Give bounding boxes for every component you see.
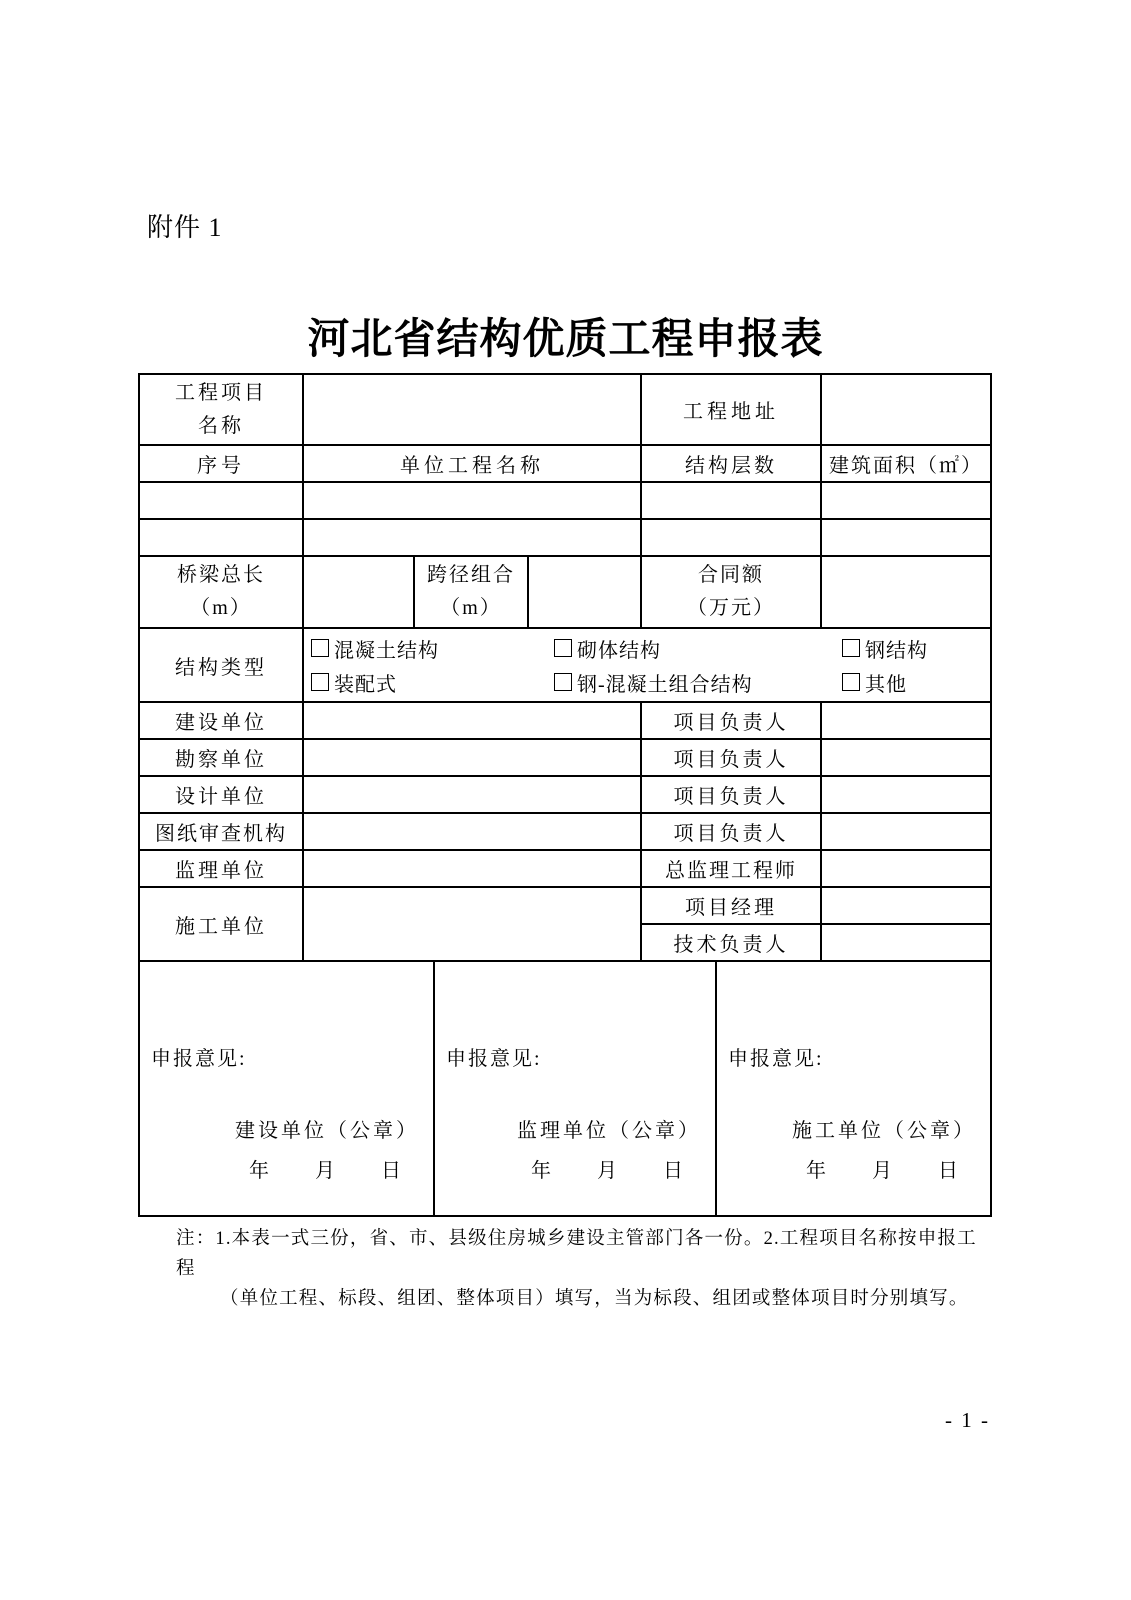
checkbox-icon (311, 639, 329, 657)
structure-option (554, 634, 842, 663)
opinion-cell (716, 961, 991, 1216)
opinion-label: 申报意见: (446, 1048, 542, 1070)
unit-label: 图纸审查机构 (139, 813, 303, 850)
project-name-value-cell (303, 374, 641, 445)
person-value-cell (821, 702, 991, 739)
page-number: - 1 - (945, 1408, 990, 1432)
unit-row (139, 739, 991, 776)
checkbox-icon (311, 673, 329, 691)
project-name-label: 工程项目 名称 (139, 374, 303, 445)
unit-value-cell (303, 776, 641, 813)
signature-label: 监理单位（公章） (517, 1120, 701, 1142)
project-manager-label: 项目经理 (641, 887, 821, 924)
person-label: 项目负责人 (641, 702, 821, 739)
note-line-1: 注：1.本表一式三份，省、市、县级住房城乡建设主管部门各一份。2.工程项目名称按申报工程 (176, 1229, 977, 1279)
unit-label: 建设单位 (139, 702, 303, 739)
construction-row (139, 887, 991, 924)
unit-name-header: 单位工程名称 (303, 445, 641, 482)
unit-label: 监理单位 (139, 850, 303, 887)
span-combination-value-cell (528, 556, 641, 628)
application-form-table (138, 373, 992, 1217)
date-label: 年 月 日 (249, 1160, 403, 1182)
unit-label: 设计单位 (139, 776, 303, 813)
contract-amount-value-cell (821, 556, 991, 628)
page-title: 河北省结构优质工程申报表 (307, 317, 824, 363)
data-row-2 (139, 519, 991, 556)
unit-row (139, 776, 991, 813)
opinion-cell (434, 961, 716, 1216)
unit-value-cell (303, 813, 641, 850)
structure-option (842, 668, 907, 697)
serial-cell (139, 519, 303, 556)
person-label: 项目负责人 (641, 813, 821, 850)
bridge-row (139, 556, 991, 628)
floors-cell (641, 482, 821, 519)
unit-row (139, 702, 991, 739)
option-label: 装配式 (334, 673, 397, 696)
person-value-cell (821, 813, 991, 850)
opinion-cell (139, 961, 434, 1216)
checkbox-icon (842, 673, 860, 691)
structure-option (842, 634, 928, 663)
span-combination-label: 跨径组合 （m） (414, 556, 528, 628)
structure-option (311, 668, 554, 697)
person-value-cell (821, 850, 991, 887)
signature-label: 施工单位（公章） (792, 1120, 976, 1142)
floors-header: 结构层数 (641, 445, 821, 482)
unit-value-cell (303, 739, 641, 776)
form-note (176, 1224, 996, 1314)
area-cell (821, 482, 991, 519)
person-value-cell (821, 776, 991, 813)
bridge-length-value-cell (303, 556, 414, 628)
person-label: 项目负责人 (641, 739, 821, 776)
option-label: 混凝土结构 (334, 639, 439, 662)
opinion-label: 申报意见: (151, 1048, 247, 1070)
project-name-row (139, 374, 991, 445)
area-cell (821, 519, 991, 556)
unit-row (139, 813, 991, 850)
opinions-row (139, 961, 991, 1216)
project-manager-value-cell (821, 887, 991, 924)
project-address-value-cell (821, 374, 991, 445)
floors-cell (641, 519, 821, 556)
structure-option (554, 668, 842, 697)
unit-value-cell (303, 850, 641, 887)
structure-type-label: 结构类型 (139, 628, 303, 702)
option-label: 钢结构 (865, 639, 928, 662)
unit-name-cell (303, 519, 641, 556)
serial-cell (139, 482, 303, 519)
option-label: 其他 (865, 673, 907, 696)
structure-type-row (139, 628, 991, 702)
checkbox-icon (554, 673, 572, 691)
unit-row (139, 850, 991, 887)
structure-option (311, 634, 554, 663)
opinion-label: 申报意见: (728, 1048, 824, 1070)
data-row-1 (139, 482, 991, 519)
checkbox-icon (554, 639, 572, 657)
note-line-2: （单位工程、标段、组团、整体项目）填写，当为标段、组团或整体项目时分别填写。 (220, 1289, 969, 1309)
table-header-row (139, 445, 991, 482)
construction-unit-label: 施工单位 (139, 887, 303, 961)
area-header: 建筑面积（㎡） (821, 445, 991, 482)
date-label: 年 月 日 (531, 1160, 685, 1182)
tech-leader-value-cell (821, 924, 991, 961)
unit-name-cell (303, 482, 641, 519)
option-label: 钢-混凝土组合结构 (577, 673, 753, 696)
tech-leader-label: 技术负责人 (641, 924, 821, 961)
checkbox-icon (842, 639, 860, 657)
unit-value-cell (303, 702, 641, 739)
attachment-label: 附件 1 (147, 213, 223, 242)
construction-unit-value-cell (303, 887, 641, 961)
person-label: 总监理工程师 (641, 850, 821, 887)
project-address-label: 工程地址 (641, 374, 821, 445)
person-value-cell (821, 739, 991, 776)
serial-header: 序号 (139, 445, 303, 482)
contract-amount-label: 合同额 （万元） (641, 556, 821, 628)
unit-label: 勘察单位 (139, 739, 303, 776)
bridge-length-label: 桥梁总长 （m） (139, 556, 303, 628)
option-label: 砌体结构 (577, 639, 661, 662)
date-label: 年 月 日 (806, 1160, 960, 1182)
person-label: 项目负责人 (641, 776, 821, 813)
signature-label: 建设单位（公章） (235, 1120, 419, 1142)
structure-type-options-cell (303, 628, 991, 702)
